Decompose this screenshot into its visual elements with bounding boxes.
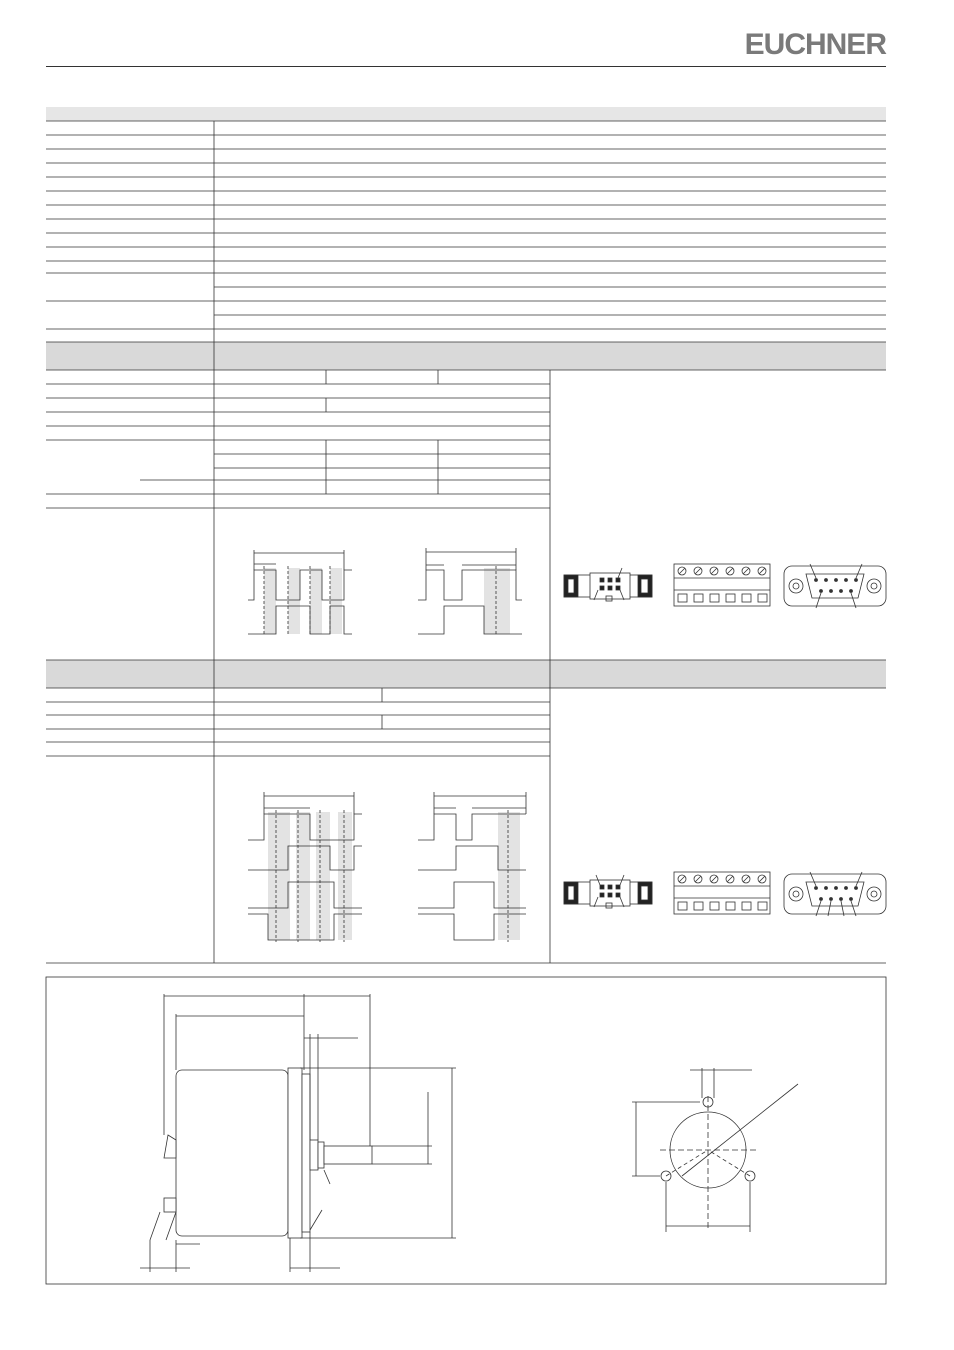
dsub-9-connector-1 bbox=[784, 564, 886, 608]
timing-diagram-1a bbox=[248, 550, 352, 636]
ribbon-header-connector-1 bbox=[564, 568, 652, 601]
screw-terminal-block-1 bbox=[674, 564, 770, 606]
general-table-header-band bbox=[46, 107, 886, 121]
timing-diagram-2a bbox=[248, 792, 362, 942]
general-specifications-table bbox=[46, 107, 886, 342]
output-type-2-table bbox=[46, 660, 886, 963]
dsub-9-connector-2 bbox=[784, 872, 886, 916]
encoder-side-view bbox=[140, 994, 456, 1272]
brand-logo: EUCHNER bbox=[744, 28, 886, 61]
output-type-1-table bbox=[46, 342, 886, 660]
screw-terminal-block-2 bbox=[674, 872, 770, 914]
output-2-header-band bbox=[46, 660, 886, 688]
timing-diagram-2b bbox=[418, 792, 526, 942]
ribbon-header-connector-2 bbox=[564, 875, 652, 908]
flange-front-view bbox=[632, 1068, 798, 1232]
output-1-header-band bbox=[46, 342, 886, 370]
dimension-drawing-frame bbox=[46, 977, 886, 1284]
timing-diagram-1b bbox=[418, 548, 522, 636]
